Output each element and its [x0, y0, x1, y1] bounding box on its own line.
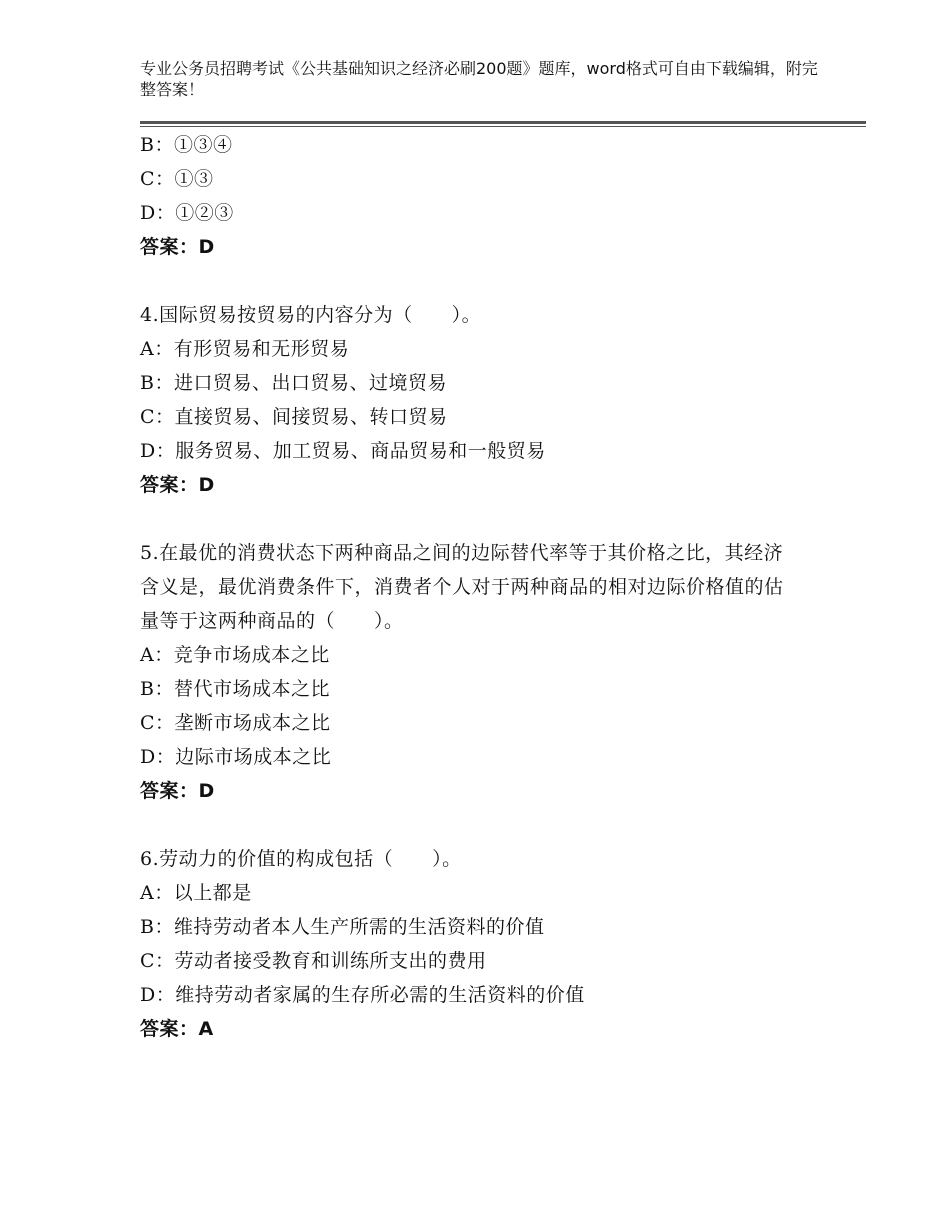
document-header [140, 58, 820, 100]
question-5 [140, 536, 820, 808]
question-text: 4.国际贸易按贸易的内容分为（ ）。 [140, 304, 482, 326]
option-b: B：①③④ [140, 134, 233, 156]
option-a: A：有形贸易和无形贸易 [140, 338, 350, 360]
option-d: D：边际市场成本之比 [140, 746, 332, 768]
document-body [140, 128, 820, 1046]
spacer [140, 502, 820, 536]
answer-line: 答案：D [140, 780, 215, 802]
question-text: 6.劳动力的价值的构成包括（ ）。 [140, 848, 462, 870]
option-b: B：维持劳动者本人生产所需的生活资料的价值 [140, 916, 545, 938]
header-title: 专业公务员招聘考试《公共基础知识之经济必刷200题》题库，word格式可自由下载编辑，附完整答案！ [140, 59, 818, 99]
question-6 [140, 842, 820, 1046]
answer-line: 答案：D [140, 236, 215, 258]
spacer [140, 264, 820, 298]
option-a: A：竞争市场成本之比 [140, 644, 330, 666]
option-c: C：直接贸易、间接贸易、转口贸易 [140, 406, 448, 428]
option-c: C：①③ [140, 168, 214, 190]
header-divider-thin [140, 126, 866, 127]
question-text: 5.在最优的消费状态下两种商品之间的边际替代率等于其价格之比，其经济含义是，最优消费条件下，消费者个人对于两种商品的相对边际价格值的估量等于这两种商品的（ ）。 [140, 542, 784, 632]
option-d: D：维持劳动者家属的生存所必需的生活资料的价值 [140, 984, 585, 1006]
header-divider [140, 121, 866, 124]
option-b: B：进口贸易、出口贸易、过境贸易 [140, 372, 447, 394]
option-b: B：替代市场成本之比 [140, 678, 330, 700]
option-d: D：服务贸易、加工贸易、商品贸易和一般贸易 [140, 440, 546, 462]
answer-line: 答案：A [140, 1018, 214, 1040]
answer-line: 答案：D [140, 474, 215, 496]
question-4 [140, 298, 820, 502]
option-d: D：①②③ [140, 202, 234, 224]
option-a: A：以上都是 [140, 882, 252, 904]
option-c: C：垄断市场成本之比 [140, 712, 331, 734]
spacer [140, 808, 820, 842]
option-c: C：劳动者接受教育和训练所支出的费用 [140, 950, 487, 972]
question-3-continued [140, 128, 820, 264]
